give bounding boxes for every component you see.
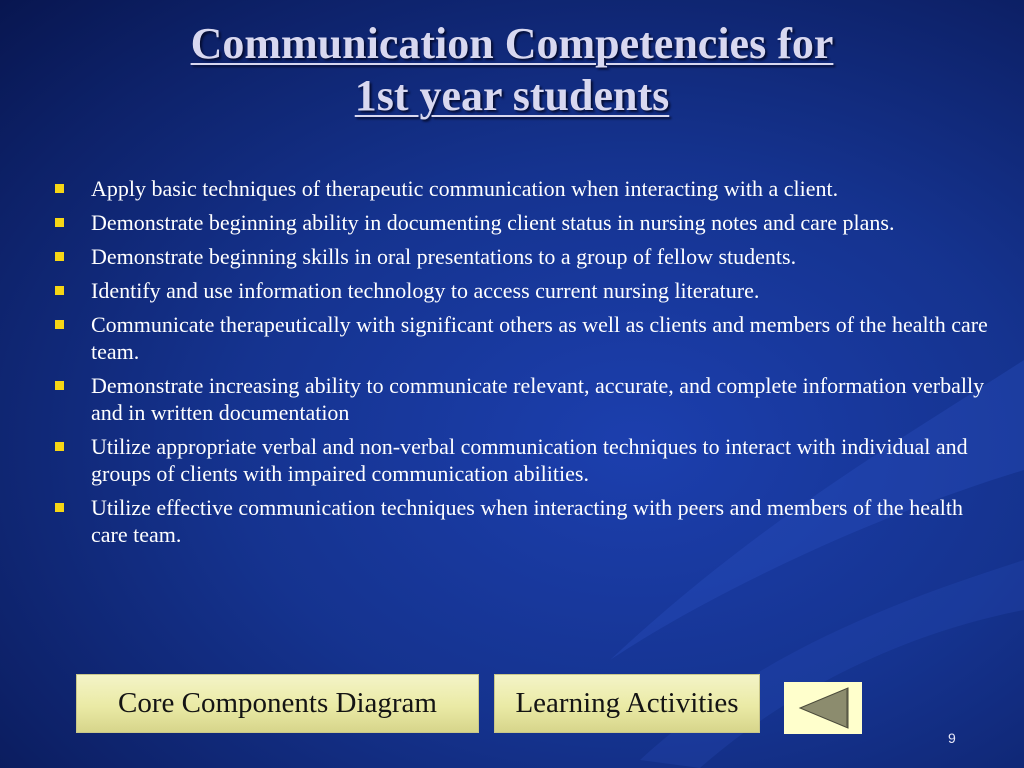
learning-activities-button[interactable]	[494, 674, 760, 733]
list-item-text: Demonstrate beginning skills in oral presentations to a group of fellow students.	[91, 244, 797, 269]
list-item	[55, 243, 995, 270]
square-bullet-icon	[55, 381, 64, 390]
core-components-diagram-button[interactable]	[76, 674, 479, 733]
square-bullet-icon	[55, 252, 64, 261]
competency-list	[55, 175, 995, 555]
list-item-text: Communicate therapeutically with significant others as well as clients and members of the health care team.	[91, 312, 988, 364]
list-item-text: Identify and use information technology to access current nursing literature.	[91, 278, 760, 303]
list-item	[55, 494, 995, 548]
list-item	[55, 209, 995, 236]
triangle-left-icon	[794, 685, 852, 731]
square-bullet-icon	[55, 218, 64, 227]
list-item-text: Demonstrate beginning ability in documenting client status in nursing notes and care plans.	[91, 210, 895, 235]
list-item-text: Utilize effective communication techniques when interacting with peers and members of the health care team.	[91, 495, 963, 547]
back-button[interactable]	[784, 682, 862, 734]
title-line-1: Communication Competencies for	[190, 19, 834, 68]
list-item	[55, 433, 995, 487]
page-number: 9	[948, 730, 956, 746]
square-bullet-icon	[55, 442, 64, 451]
list-item-text: Demonstrate increasing ability to communicate relevant, accurate, and complete information verbally and in written documentation	[91, 373, 985, 425]
square-bullet-icon	[55, 503, 64, 512]
core-components-diagram-label: Core Components Diagram	[118, 687, 437, 719]
list-item	[55, 372, 995, 426]
square-bullet-icon	[55, 286, 64, 295]
title-line-2: 1st year students	[354, 71, 670, 120]
square-bullet-icon	[55, 184, 64, 193]
list-item	[55, 311, 995, 365]
square-bullet-icon	[55, 320, 64, 329]
slide-title	[0, 18, 1024, 122]
list-item	[55, 277, 995, 304]
learning-activities-label: Learning Activities	[515, 687, 739, 719]
list-item-text: Apply basic techniques of therapeutic communication when interacting with a client.	[91, 176, 839, 201]
list-item-text: Utilize appropriate verbal and non-verbal communication techniques to interact with individual and groups of clients with impaired communication abilities.	[91, 434, 968, 486]
list-item	[55, 175, 995, 202]
